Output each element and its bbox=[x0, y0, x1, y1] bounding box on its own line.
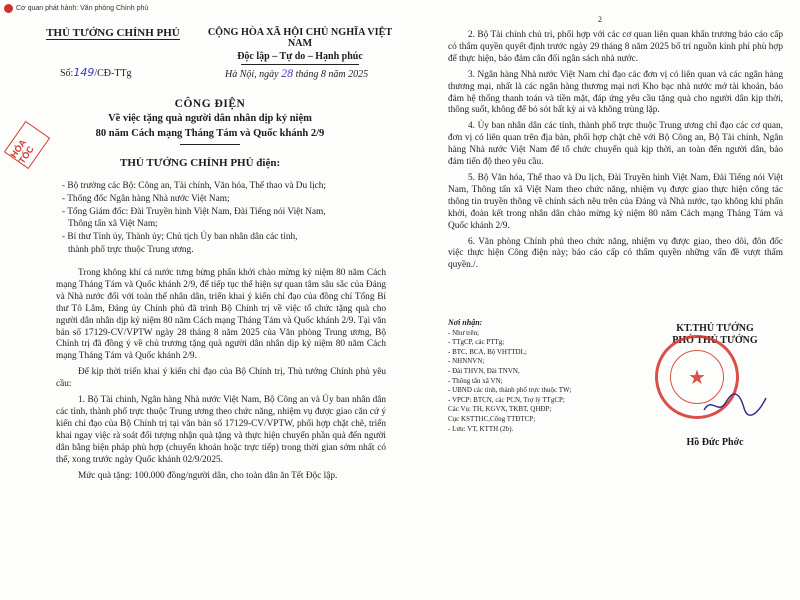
title-line-2: 80 năm Cách mạng Tháng Tám và Quốc khánh 2/9 bbox=[95, 128, 325, 139]
recipient-line: - Thống đốc Ngân hàng Nhà nước Việt Nam; bbox=[62, 193, 230, 204]
paragraph: 4. Ủy ban nhân dân các tỉnh, thành phố trực thuộc Trung ương chỉ đạo các cơ quan, đơn vị có liên quan trên địa bàn, phối hợp chặt chẽ với Bộ Công an, Bộ Tài chính, Ngân hàng Nhà nước Việt Nam để tổ chức chuyển quà kịp thời, an toàn đến người dân, bảo đảm tiến độ theo yêu cầu. bbox=[448, 121, 783, 168]
paragraph: 2. Bộ Tài chính chủ trì, phối hợp với các cơ quan liên quan khẩn trương báo cáo cấp có thẩm quyền quyết định trước ngày 29 tháng 8 năm 2025 bố trí nguồn kinh phí phù hợp để thực hiện, bảo đảm cân đối ngân sách nhà nước. bbox=[448, 30, 783, 64]
distribution-item: - UBND các tỉnh, thành phố trực thuộc TW; bbox=[448, 386, 572, 395]
doc-number-prefix: Số: bbox=[60, 68, 74, 79]
recipient-list bbox=[62, 181, 382, 258]
title-line-1: Về việc tặng quà người dân nhân dịp kỷ niệm bbox=[108, 113, 312, 124]
paragraph: 5. Bộ Văn hóa, Thể thao và Du lịch, Đài Truyền hình Việt Nam, Đài Tiếng nói Việt Nam, Thông tấn xã Việt Nam theo chức năng, nhiệm vụ được giao thực hiện công tác thông tin truyền thông về chính sách nêu trên của Đảng và Nhà nước, tạo không khí phấn khởi, đoàn kết trong nhân dân chào mừng kỷ niệm 80 năm Cách mạng Tháng Tám và Quốc khánh 2/9. bbox=[448, 172, 783, 231]
distribution-item: - Như trên; bbox=[448, 328, 480, 337]
document-number bbox=[60, 66, 132, 79]
recipient-line: Thông tấn xã Việt Nam; bbox=[68, 219, 158, 230]
urgent-stamp bbox=[4, 121, 50, 169]
emblem-icon bbox=[4, 4, 13, 13]
place-date-after: tháng 8 năm 2025 bbox=[293, 69, 369, 80]
nation-name: CỘNG HÒA XÃ HỘI CHỦ NGHĨA VIỆT NAM bbox=[207, 27, 393, 49]
place-date bbox=[225, 66, 368, 81]
recipient-line: - Tổng Giám đốc: Đài Truyền hình Việt Nam, Đài Tiếng nói Việt Nam, bbox=[62, 206, 326, 217]
place-date-day: 28 bbox=[281, 66, 294, 80]
distribution-title: Nơi nhận: bbox=[448, 318, 483, 327]
national-motto: Độc lập – Tự do – Hạnh phúc bbox=[237, 51, 363, 62]
doc-number-suffix: /CĐ-TTg bbox=[94, 68, 132, 79]
distribution-item: Cục KSTTHC,Cổng TTĐTCP; bbox=[448, 414, 536, 423]
distribution-item: - BTC, BCA, Bộ VHTTDL; bbox=[448, 347, 527, 356]
signer-role: KT.THỦ TƯỚNG bbox=[676, 323, 754, 334]
recipient-line: - Bộ trưởng các Bộ: Công an, Tài chính, Văn hóa, Thể thao và Du lịch; bbox=[62, 181, 327, 191]
distribution-item: - Lưu: VT, KTTH (2b). bbox=[448, 424, 514, 433]
recipient-line: - Bí thư Tỉnh ủy, Thành ủy; Chủ tịch Ủy ban nhân dân các tỉnh, bbox=[62, 232, 298, 243]
handwritten-signature bbox=[700, 390, 770, 420]
distribution-item: - NHNNVN; bbox=[448, 357, 485, 366]
distribution-item: Các Vụ: TH, KGVX, TKBT, QHĐP; bbox=[448, 405, 552, 414]
document-title bbox=[50, 98, 370, 145]
urgent-stamp-text: HỎA TỐC bbox=[8, 137, 36, 166]
publisher-watermark bbox=[4, 4, 148, 13]
title-main: CÔNG ĐIỆN bbox=[174, 98, 246, 110]
issuer-name: THỦ TƯỚNG CHÍNH PHỦ bbox=[46, 27, 180, 39]
place-date-before: Hà Nội, ngày bbox=[225, 69, 282, 80]
to-header: THỦ TƯỚNG CHÍNH PHỦ điện: bbox=[120, 157, 281, 169]
paragraph: Để kịp thời triển khai ý kiến chỉ đạo của Bộ Chính trị, Thủ tướng Chính phủ yêu cầu: bbox=[56, 367, 386, 390]
paragraph: 6. Văn phòng Chính phủ theo chức năng, nhiệm vụ được giao, theo dõi, đôn đốc việc thực hiện Công điện này; báo cáo cấp có thẩm quyền những vấn đề vượt thẩm quyền./. bbox=[448, 236, 783, 271]
distribution-list bbox=[448, 318, 658, 434]
page-number: 2 bbox=[598, 15, 602, 24]
distribution-item: - Thông tấn xã VN; bbox=[448, 376, 503, 385]
recipient-line: thành phố trực thuộc Trung ương. bbox=[68, 244, 194, 255]
star-icon: ★ bbox=[688, 366, 706, 389]
doc-number-handwritten: 149 bbox=[73, 66, 95, 79]
title-divider bbox=[180, 144, 240, 145]
distribution-item: - TTgCP, các PTTg; bbox=[448, 338, 505, 347]
issuer-header bbox=[38, 27, 188, 40]
signer-name: Hồ Đức Phớc bbox=[686, 437, 744, 448]
watermark-text: Cơ quan phát hành: Văn phòng Chính phủ bbox=[16, 5, 149, 12]
paragraph: Mức quà tặng: 100.000 đồng/người dân, cho toàn dân ăn Tết Độc lập. bbox=[78, 470, 338, 481]
distribution-item: - Đài THVN, Đài TNVN, bbox=[448, 366, 520, 375]
paragraph: 3. Ngân hàng Nhà nước Việt Nam chỉ đạo các đơn vị có liên quan và các ngân hàng thương mại, nhất là các ngân hàng thương mại nơi Kho bạc nhà nước mở tài khoản, bảo đảm hệ thống thanh toán và tiền mặt, đáp ứng yêu cầu tặng quà cho người dân kịp thời, thông suốt, không để bỏ sót bất kỳ ai và không trùng lặp. bbox=[448, 69, 783, 116]
paragraph: 1. Bộ Tài chính, Ngân hàng Nhà nước Việt Nam, Bộ Công an và Ủy ban nhân dân các tỉnh, thành phố trực thuộc Trung ương theo chức năng, nhiệm vụ được giao căn cứ ý kiến chỉ đạo của Bộ Chính trị tại văn bản số 17129-CV/VPTW, phối hợp chặt chẽ, triển khai ngay việc rà soát đối tượng nhận quà tặng và thực hiện chuyển phần quà đến người dân bằng biện pháp phù hợp (chuyển khoản hoặc trực tiếp) trong thời gian sớm nhất có thể, xong trước ngày Quốc khánh 02/9/2025. bbox=[56, 395, 386, 465]
paragraph: Trong không khí cả nước tưng bừng phấn khởi chào mừng kỷ niệm 80 năm Cách mạng Tháng Tám và Quốc khánh 2/9, để tiếp tục thể hiện sự quan tâm sâu sắc của Đảng và Nhà nước đối với toàn thể nhân dân, triển khai ý kiến chỉ đạo của đồng chí Tổng Bí thư Tô Lâm, Đảng ủy Chính phủ đã trình Bộ Chính trị về việc tổ chức tặng quà cho người dân nhân dịp kỷ niệm 80 năm Cách mạng Tháng Tám và Quốc khánh 2/9. Tại văn bản số 17129-CV/VPTW ngày 28 tháng 8 năm 2025 của Văn phòng Trung ương, Bộ Chính trị đã đồng ý về chủ trương tặng quà người dân nhân dịp kỷ niệm 80 năm Cách mạng Tháng Tám và Quốc khánh 2/9. bbox=[56, 268, 386, 362]
signer-title: PHÓ THỦ TƯỚNG bbox=[672, 335, 758, 346]
motto-underline bbox=[241, 64, 359, 65]
body-text-page-2 bbox=[448, 30, 783, 276]
distribution-item: - VPCP: BTCN, các PCN, Trợ lý TTgCP; bbox=[448, 395, 565, 404]
body-text-page-1 bbox=[56, 268, 386, 486]
nation-header bbox=[200, 27, 400, 65]
